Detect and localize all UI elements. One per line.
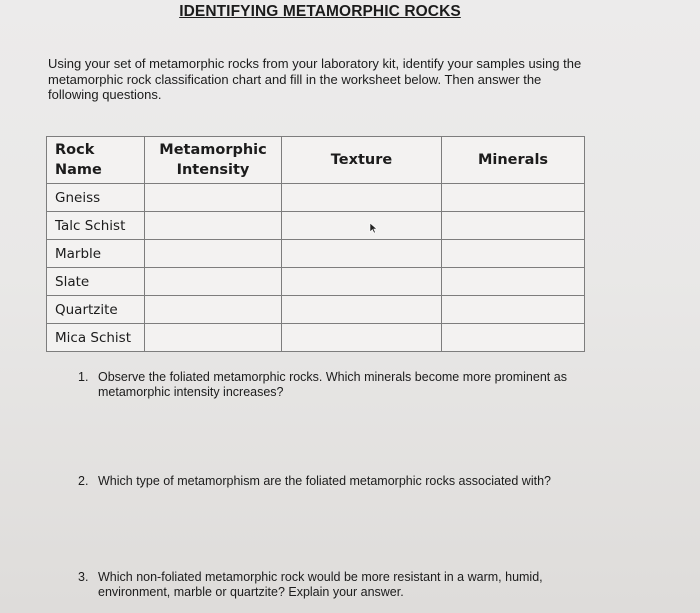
header-metamorphic-intensity: Metamorphic Intensity (145, 137, 282, 184)
question-3 (78, 570, 598, 600)
rock-name-cell: Slate (47, 268, 145, 296)
table-row (47, 324, 585, 352)
minerals-cell[interactable] (442, 296, 585, 324)
texture-cell[interactable] (282, 324, 442, 352)
minerals-cell[interactable] (442, 240, 585, 268)
texture-cell[interactable] (282, 240, 442, 268)
question-text: Observe the foliated metamorphic rocks. Which minerals become more prominent as metamorphic intensity increases? (98, 370, 567, 399)
intensity-cell[interactable] (145, 268, 282, 296)
question-number: 2. (78, 474, 89, 488)
table-row (47, 184, 585, 212)
mouse-pointer-icon (369, 222, 378, 234)
texture-cell[interactable] (282, 296, 442, 324)
rock-name-cell: Gneiss (47, 184, 145, 212)
rock-name-cell: Talc Schist (47, 212, 145, 240)
texture-cell[interactable] (282, 212, 442, 240)
rock-name-cell: Quartzite (47, 296, 145, 324)
header-rock-name: Rock Name (47, 137, 145, 184)
classification-worksheet-table (46, 136, 585, 352)
table-row (47, 240, 585, 268)
header-texture: Texture (282, 137, 442, 184)
minerals-cell[interactable] (442, 324, 585, 352)
rock-name-cell: Marble (47, 240, 145, 268)
texture-cell[interactable] (282, 268, 442, 296)
texture-cell[interactable] (282, 184, 442, 212)
intensity-cell[interactable] (145, 324, 282, 352)
rock-name-cell: Mica Schist (47, 324, 145, 352)
intensity-cell[interactable] (145, 296, 282, 324)
table-row (47, 212, 585, 240)
minerals-cell[interactable] (442, 184, 585, 212)
instructions-paragraph: Using your set of metamorphic rocks from your laboratory kit, identify your samples using the metamorphic rock classification chart and fill in the worksheet below. Then answer the following questions. (48, 56, 582, 102)
intensity-cell[interactable] (145, 184, 282, 212)
question-2 (78, 474, 598, 489)
question-number: 3. (78, 570, 89, 584)
worksheet-title: IDENTIFYING METAMORPHIC ROCKS (179, 3, 461, 20)
minerals-cell[interactable] (442, 268, 585, 296)
table-header-row (47, 137, 585, 184)
question-number: 1. (78, 370, 89, 384)
intensity-cell[interactable] (145, 212, 282, 240)
question-text: Which type of metamorphism are the foliated metamorphic rocks associated with? (98, 474, 551, 488)
table-row (47, 296, 585, 324)
header-minerals: Minerals (442, 137, 585, 184)
minerals-cell[interactable] (442, 212, 585, 240)
intensity-cell[interactable] (145, 240, 282, 268)
question-text: Which non-foliated metamorphic rock would be more resistant in a warm, humid, environment, marble or quartzite? Explain your answer. (98, 570, 543, 599)
question-1 (78, 370, 598, 400)
table-row (47, 268, 585, 296)
